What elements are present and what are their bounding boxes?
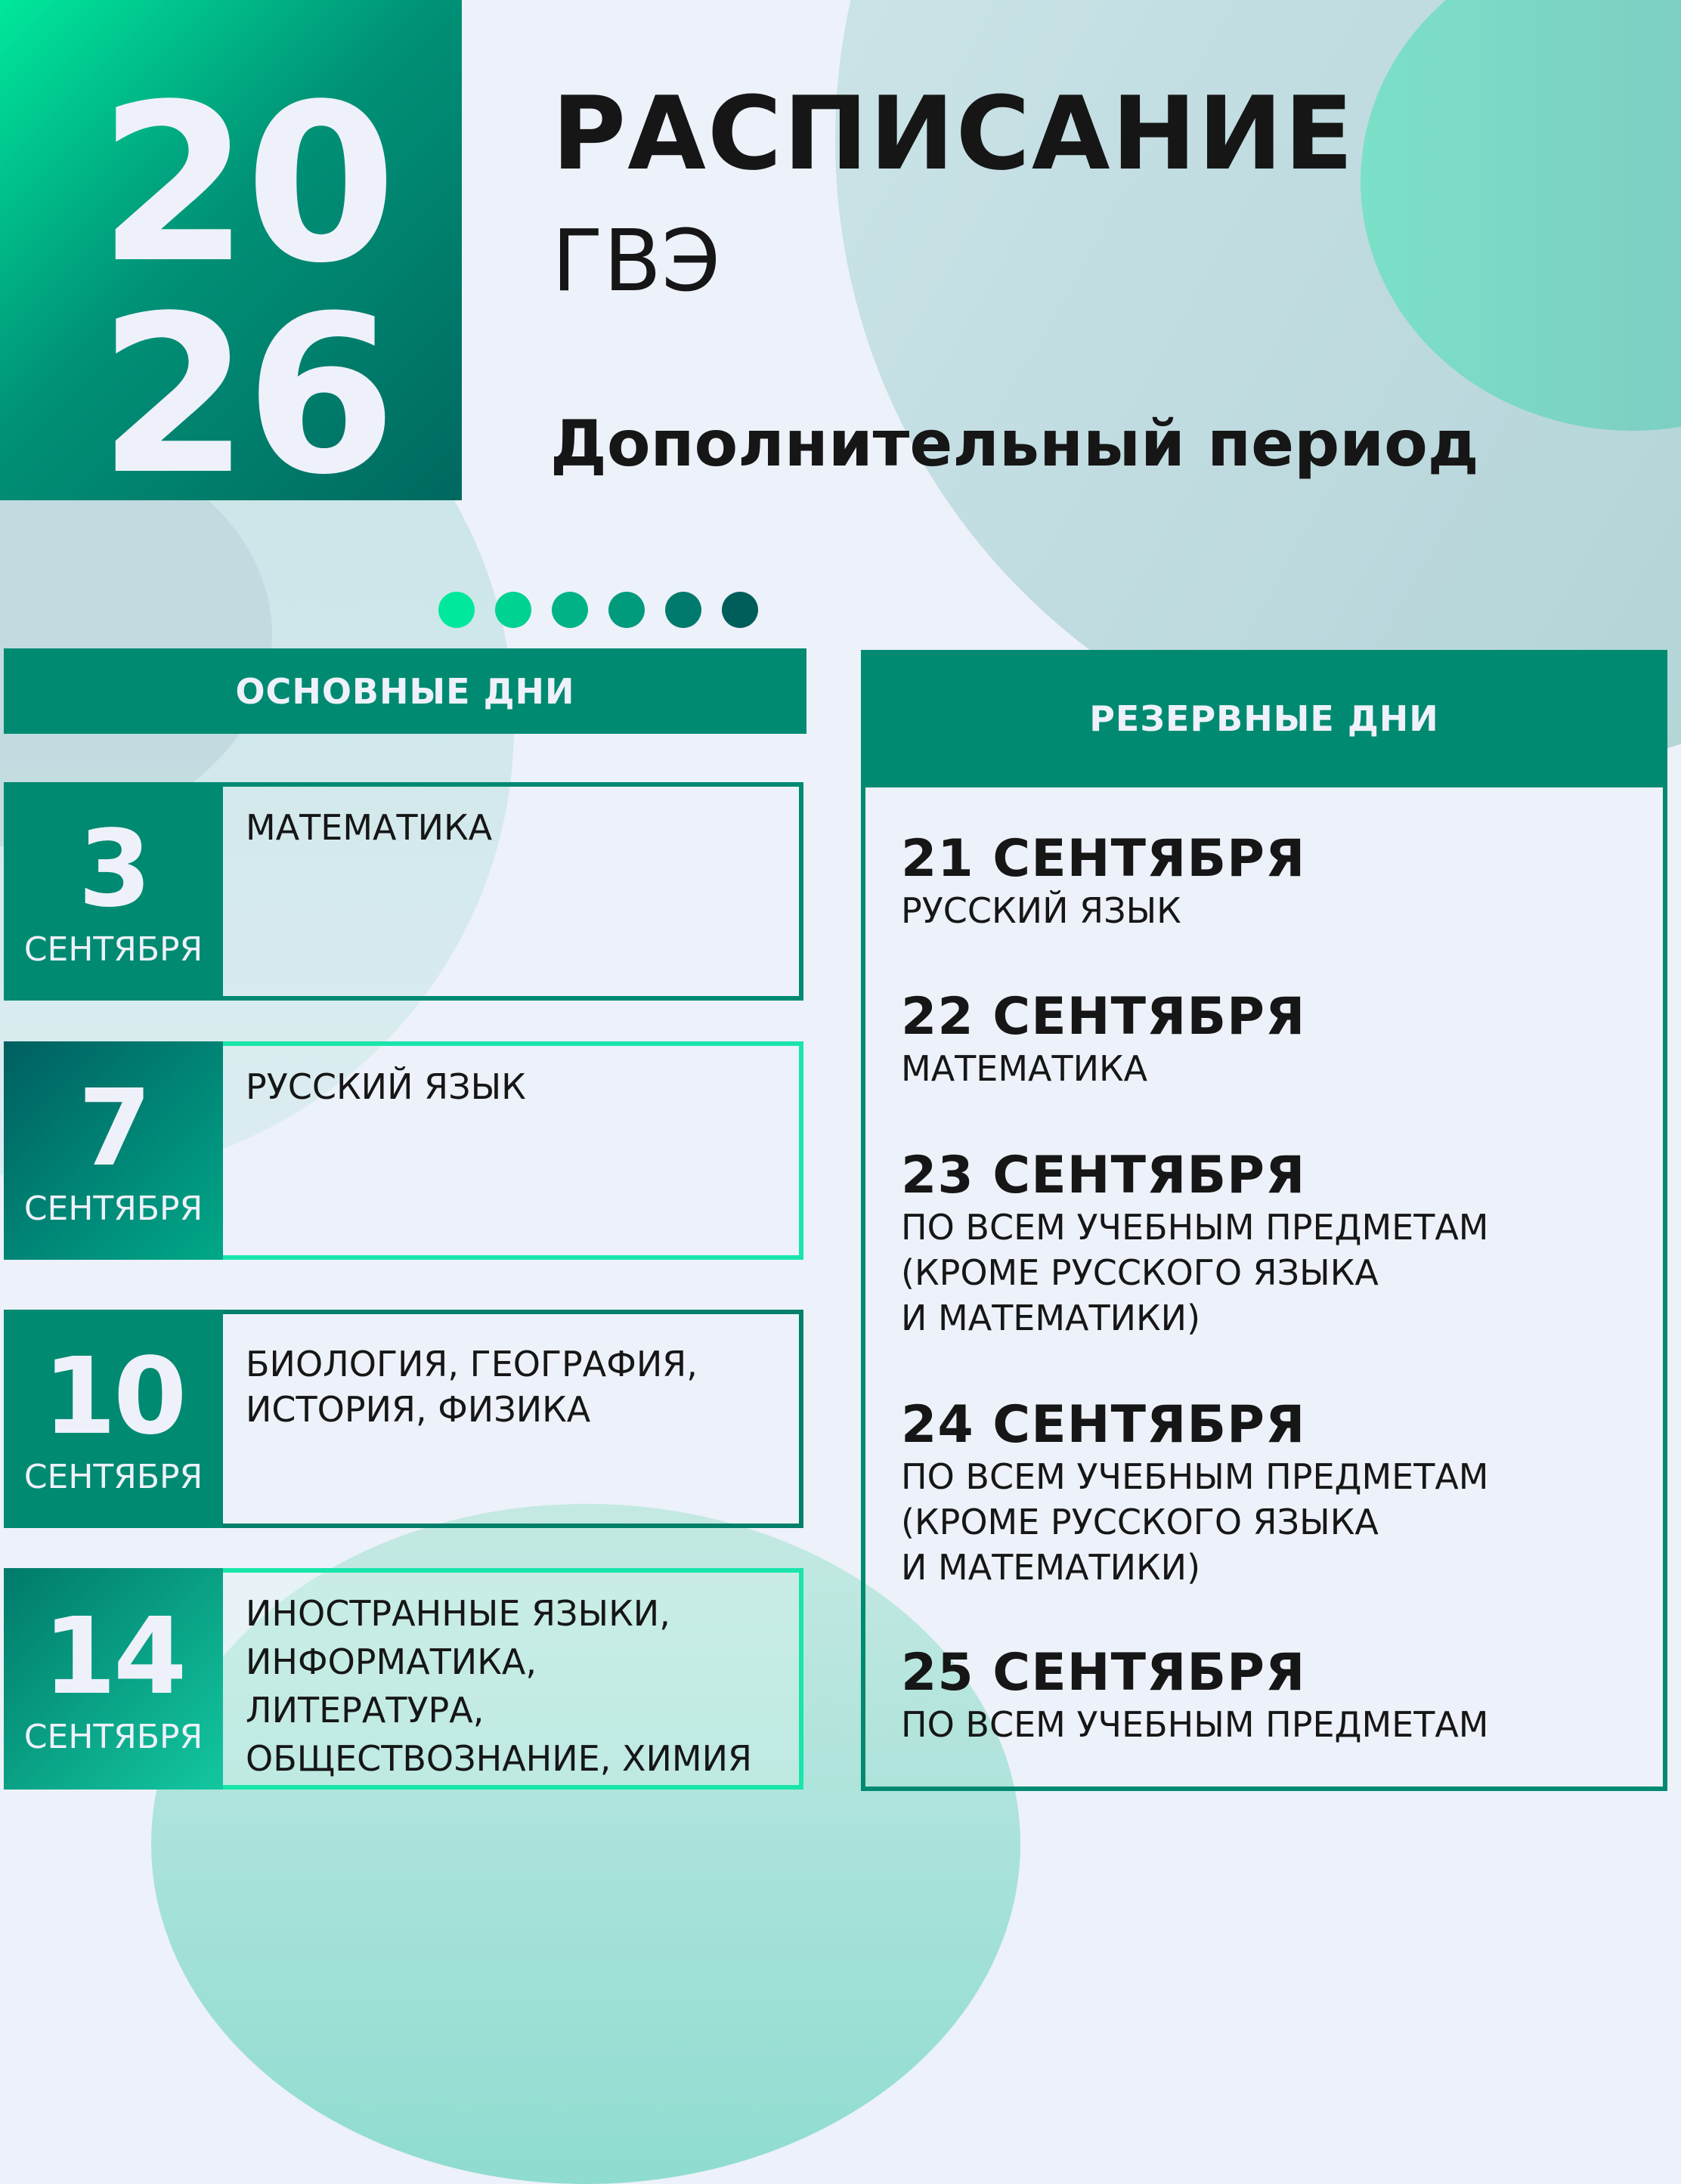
- main-day-row: [4, 1310, 803, 1528]
- reserve-subject: МАТЕМАТИКА: [901, 1048, 1148, 1089]
- reserve-subject: И МАТЕМАТИКИ): [901, 1547, 1201, 1588]
- main-day-row: [4, 782, 803, 1001]
- date-block: [4, 1310, 223, 1528]
- month-label: СЕНТЯБРЯ: [23, 930, 203, 969]
- reserve-subject: РУССКИЙ ЯЗЫК: [901, 890, 1181, 931]
- subject-box: [223, 1310, 803, 1528]
- decor-dot: [438, 592, 475, 628]
- reserve-date: 25 СЕНТЯБРЯ: [901, 1643, 1306, 1703]
- subject-line: ИСТОРИЯ, ФИЗИКА: [246, 1389, 591, 1430]
- reserve-date: 21 СЕНТЯБРЯ: [901, 829, 1306, 889]
- reserve-subject: (КРОМЕ РУССКОГО ЯЗЫКА: [901, 1252, 1379, 1293]
- day-number: 7: [78, 1066, 149, 1190]
- subject-box: [223, 1041, 803, 1260]
- reserve-item: [901, 987, 1657, 1091]
- decor-dot: [495, 592, 531, 628]
- reserve-item: [901, 829, 1657, 933]
- reserve-subject: ПО ВСЕМ УЧЕБНЫМ ПРЕДМЕТАМ: [901, 1704, 1489, 1745]
- reserve-subject: ПО ВСЕМ УЧЕБНЫМ ПРЕДМЕТАМ: [901, 1207, 1489, 1248]
- date-block: [4, 1568, 223, 1790]
- subject-line: РУССКИЙ ЯЗЫК: [246, 1066, 526, 1107]
- subject-line: ОБЩЕСТВОЗНАНИЕ, ХИМИЯ: [246, 1738, 752, 1779]
- subject-line: МАТЕМАТИКА: [246, 807, 493, 848]
- reserve-subject: ПО ВСЕМ УЧЕБНЫМ ПРЕДМЕТАМ: [901, 1456, 1489, 1497]
- month-label: СЕНТЯБРЯ: [23, 1189, 203, 1228]
- main-day-row: [4, 1568, 803, 1790]
- decor-dot: [665, 592, 701, 628]
- day-number: 10: [42, 1335, 184, 1459]
- subject-box: [223, 1568, 803, 1790]
- page-subtitle: ГВЭ: [552, 212, 721, 311]
- reserve-subject: (КРОМЕ РУССКОГО ЯЗЫКА: [901, 1502, 1379, 1542]
- reserve-date: 22 СЕНТЯБРЯ: [901, 987, 1306, 1047]
- year-bottom-digits: 26: [98, 269, 392, 522]
- day-number: 3: [78, 807, 149, 931]
- month-label: СЕНТЯБРЯ: [23, 1717, 203, 1756]
- period-heading: Дополнительный период: [550, 407, 1479, 481]
- subject-line: ИНФОРМАТИКА,: [246, 1641, 537, 1682]
- subject-line: БИОЛОГИЯ, ГЕОГРАФИЯ,: [246, 1344, 698, 1384]
- reserve-days-header: РЕЗЕРВНЫЕ ДНИ: [861, 650, 1667, 787]
- main-days-header: ОСНОВНЫЕ ДНИ: [4, 648, 806, 734]
- reserve-days-panel: [861, 650, 1667, 1791]
- date-block: [4, 782, 223, 1001]
- page-title: РАСПИСАНИЕ: [552, 75, 1355, 193]
- day-number: 14: [42, 1595, 184, 1718]
- subject-line: ЛИТЕРАТУРА,: [246, 1690, 484, 1731]
- year-top-digits: 20: [98, 57, 392, 311]
- reserve-item: [901, 1146, 1657, 1341]
- reserve-item: [901, 1395, 1657, 1590]
- reserve-date: 23 СЕНТЯБРЯ: [901, 1146, 1306, 1205]
- reserve-item: [901, 1643, 1657, 1747]
- decor-dot: [552, 592, 588, 628]
- year-badge: [0, 0, 462, 522]
- reserve-date: 24 СЕНТЯБРЯ: [901, 1395, 1306, 1455]
- date-block: [4, 1041, 223, 1260]
- subject-line: ИНОСТРАННЫЕ ЯЗЫКИ,: [246, 1593, 670, 1634]
- reserve-subject: И МАТЕМАТИКИ): [901, 1298, 1201, 1338]
- subject-box: [223, 782, 803, 1001]
- decor-dot: [722, 592, 758, 628]
- month-label: СЕНТЯБРЯ: [23, 1457, 203, 1496]
- decor-dot: [608, 592, 645, 628]
- main-day-row: [4, 1041, 803, 1260]
